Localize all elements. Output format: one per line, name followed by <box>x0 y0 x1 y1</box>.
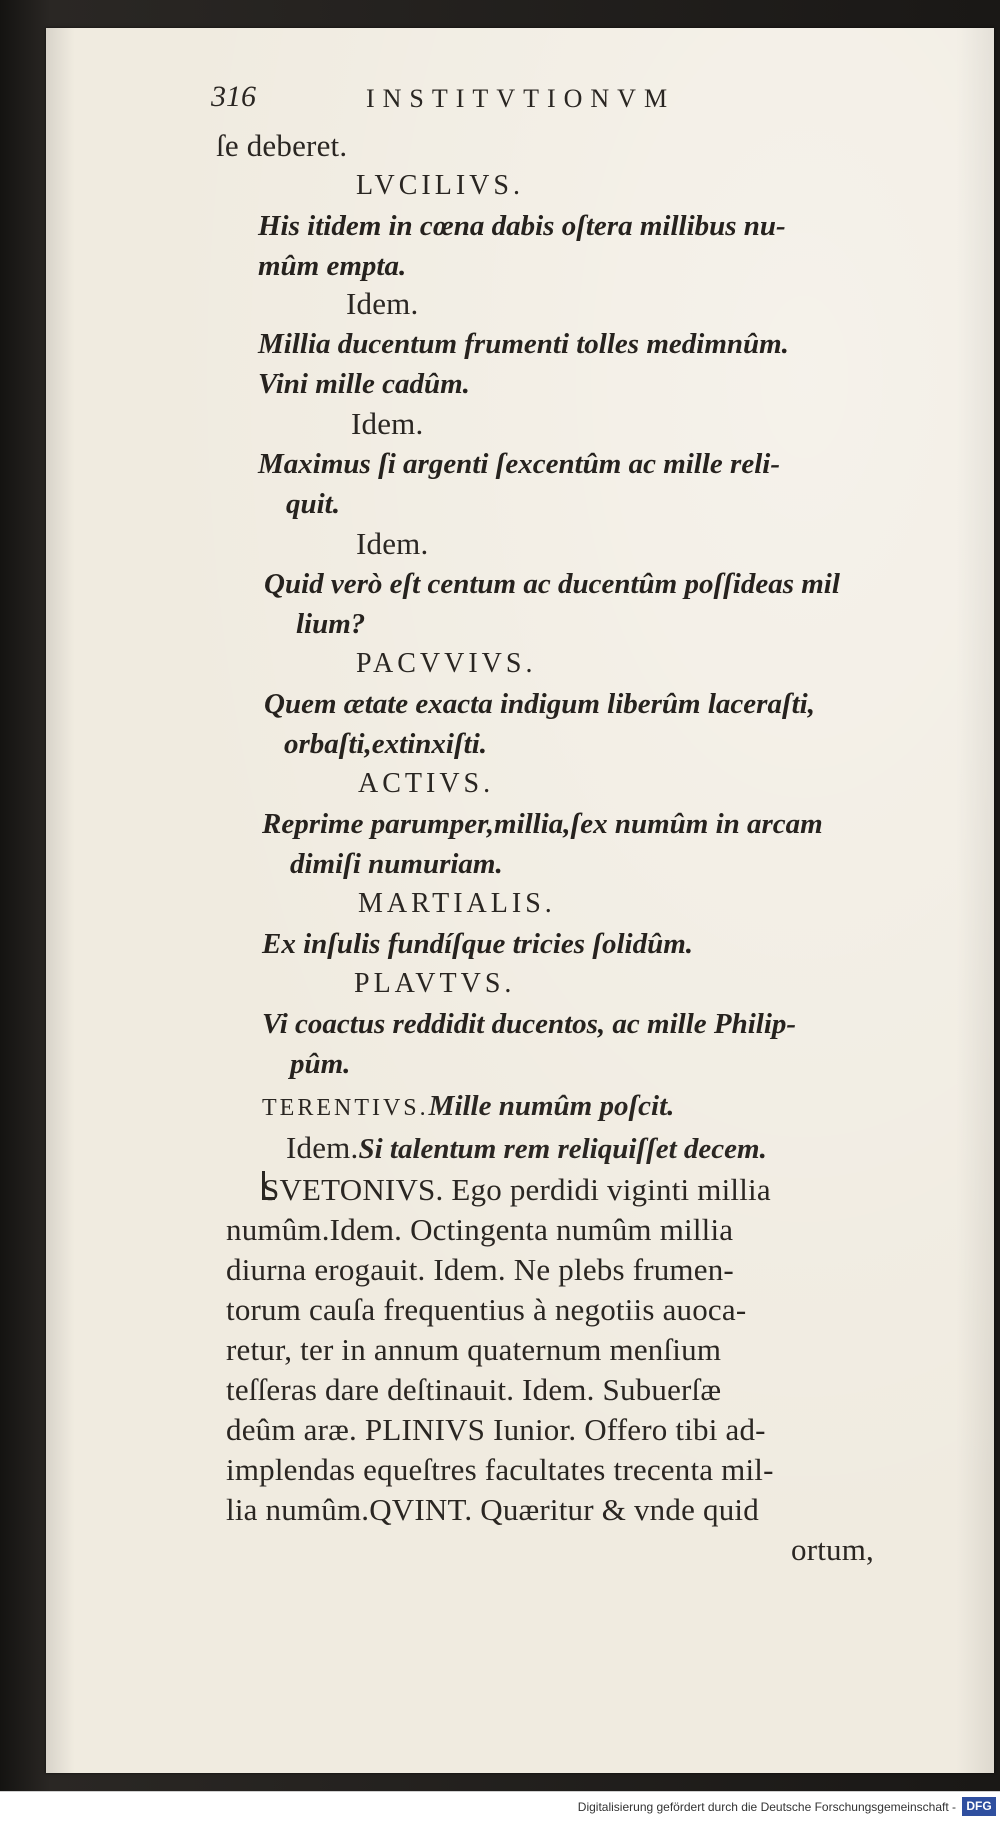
prose-line: lia numûm.QVINT. Quæritur & vnde quid <box>226 1492 759 1527</box>
speaker-name: Idem. <box>286 1130 359 1165</box>
book-page <box>46 28 994 1773</box>
prose-line: torum cauſa frequentius à negotiis auoca- <box>226 1292 747 1327</box>
quote-line: Ex inſulis fundíſque tricies ſolidûm. <box>262 928 694 960</box>
prose-line: diurna erogauit. Idem. Ne plebs frumen- <box>226 1252 734 1287</box>
quote-text: Si talentum rem reliquiſſet decem. <box>358 1133 767 1165</box>
quote-line: Millia ducentum frumenti tolles medimnûm. <box>258 328 789 360</box>
speaker-name: Idem. <box>356 526 429 561</box>
catchword: ortum, <box>791 1532 874 1567</box>
quote-line: lium? <box>296 608 366 640</box>
speaker-name: Idem. <box>351 406 424 441</box>
digitization-footer <box>0 1791 1000 1822</box>
quote-line: Quid verò eſt centum ac ducentûm poſſideas mil <box>264 568 840 600</box>
speaker-name: LVCILIVS. <box>356 170 524 201</box>
speaker-name: ACTIVS. <box>358 768 495 799</box>
running-title: INSTITVTIONVM <box>366 84 676 113</box>
speaker-name: PACVVIVS. <box>356 648 537 679</box>
quote-line: dimiſi numuriam. <box>290 848 503 880</box>
quote-line: Vini mille cadûm. <box>258 368 470 400</box>
quote-line: mûm empta. <box>258 250 407 282</box>
quote-line: Vi coactus reddidit ducentos, ac mille Philip- <box>262 1008 797 1040</box>
speaker-name: Idem. <box>346 286 419 321</box>
prose-line: teſſeras dare deſtinauit. Idem. Subuerſæ <box>226 1372 722 1407</box>
quote-line: His itidem in cœna dabis oſtera millibus nu- <box>258 210 786 242</box>
quote-line: Quem ætate exacta indigum liberûm laceraſti, <box>264 688 815 720</box>
page-number: 316 <box>211 80 256 113</box>
prose-line: retur, ter in annum quaternum menſium <box>226 1332 722 1367</box>
speaker-name: TERENTIVS. <box>262 1095 429 1121</box>
quote-line: pûm. <box>290 1048 351 1080</box>
quote-line: orbaſti,extinxiſti. <box>284 728 487 760</box>
dfg-logo: DFG <box>962 1797 996 1816</box>
funding-credit: Digitalisierung gefördert durch die Deutsche Forschungsgemeinschaft - <box>577 1800 956 1814</box>
prose-line: SVETONIVS. Ego perdidi viginti millia <box>262 1172 771 1207</box>
citation-line <box>286 1130 767 1166</box>
quote-line: quit. <box>286 488 340 520</box>
text-line: ſe deberet. <box>216 128 348 163</box>
speaker-name: PLAVTVS. <box>354 968 516 999</box>
citation-line <box>262 1090 674 1123</box>
quote-line: Maximus ſi argenti ſexcentûm ac mille reli- <box>258 448 780 480</box>
speaker-name: MARTIALIS. <box>358 888 556 919</box>
quote-text: Mille numûm poſcit. <box>428 1090 675 1122</box>
prose-line: deûm aræ. PLINIVS Iunior. Offero tibi ad- <box>226 1412 766 1447</box>
quote-line: Reprime parumper,millia,ſex numûm in arcam <box>262 808 823 840</box>
prose-line: numûm.Idem. Octingenta numûm millia <box>226 1212 734 1247</box>
prose-line: implendas equeſtres facultates trecenta mil- <box>226 1452 774 1487</box>
